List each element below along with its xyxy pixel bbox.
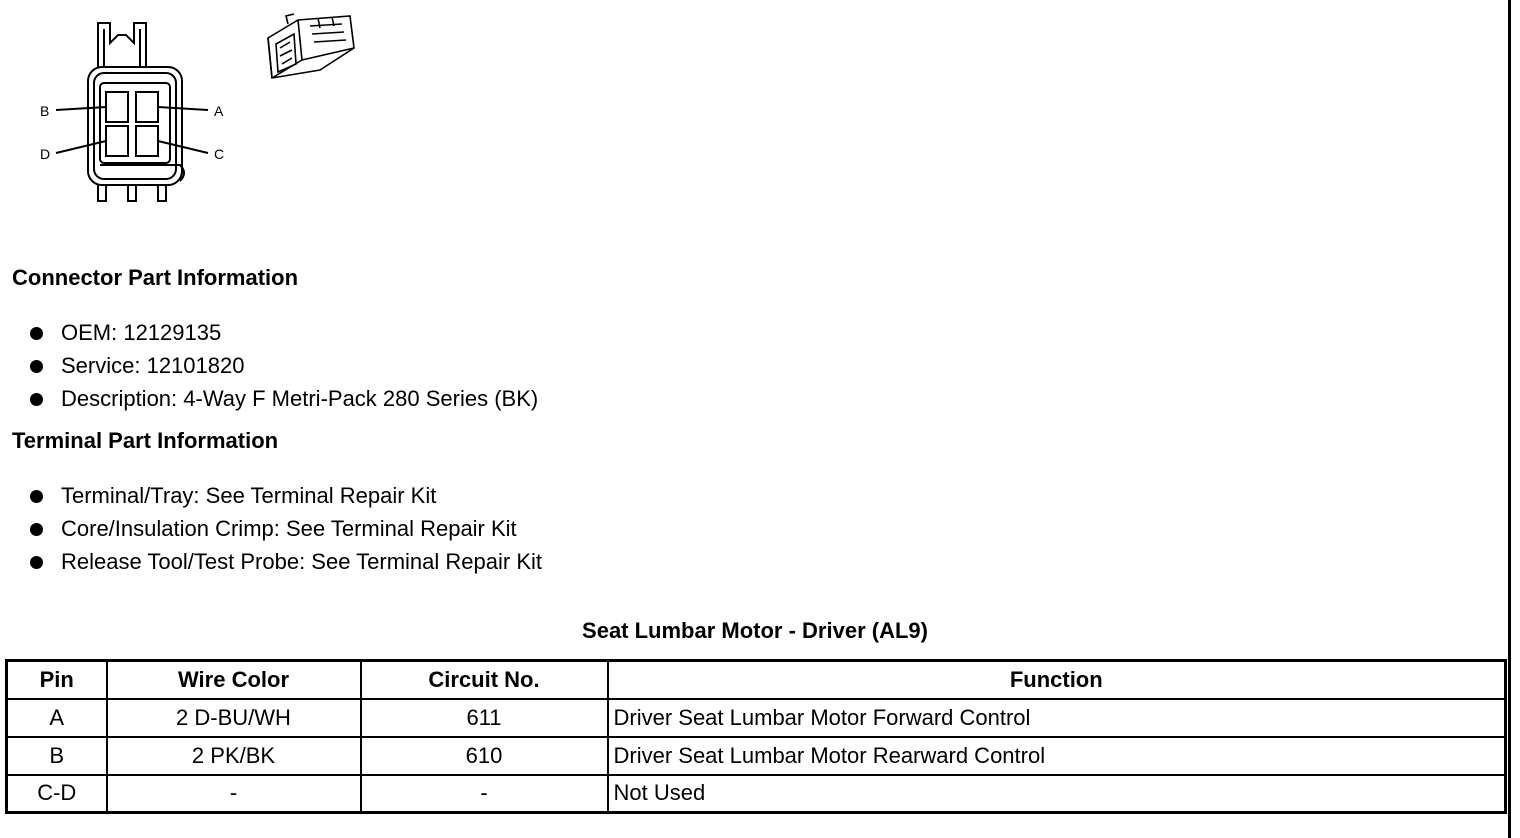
pin-label-d: D: [40, 146, 51, 162]
cell-function: Driver Seat Lumbar Motor Rearward Control: [608, 737, 1506, 775]
list-item: Core/Insulation Crimp: See Terminal Repair Kit: [28, 516, 542, 549]
table-header-row: [7, 661, 1506, 699]
table-row: [7, 775, 1506, 813]
list-item: Description: 4-Way F Metri-Pack 280 Series (BK): [28, 386, 538, 419]
cell-circuit-no: 610: [361, 737, 608, 775]
cell-pin: C-D: [7, 775, 107, 813]
terminal-part-info-heading: Terminal Part Information: [12, 428, 279, 453]
pin-label-c: C: [214, 146, 225, 162]
table-row: [7, 699, 1506, 737]
list-item: Release Tool/Test Probe: See Terminal Repair Kit: [28, 549, 542, 582]
connector-face-diagram: [30, 15, 250, 210]
bullet-icon: [30, 490, 43, 503]
list-item: Service: 12101820: [28, 353, 538, 386]
page-border: [1508, 0, 1511, 838]
bullet-icon: [30, 327, 43, 340]
pin-label-a: A: [214, 103, 224, 119]
connector-part-info-list: [28, 320, 538, 419]
cell-wire-color: 2 D-BU/WH: [107, 699, 361, 737]
bullet-icon: [30, 556, 43, 569]
cell-function: Driver Seat Lumbar Motor Forward Control: [608, 699, 1506, 737]
table-row: [7, 737, 1506, 775]
column-header-pin: Pin: [7, 661, 107, 699]
pin-label-b: B: [40, 103, 50, 119]
cell-wire-color: 2 PK/BK: [107, 737, 361, 775]
pin-table: [5, 659, 1507, 814]
cell-pin: A: [7, 699, 107, 737]
list-item: OEM: 12129135: [28, 320, 538, 353]
column-header-circuit-no: Circuit No.: [361, 661, 608, 699]
bullet-icon: [30, 393, 43, 406]
table-title: Seat Lumbar Motor - Driver (AL9): [582, 618, 928, 643]
cell-wire-color: -: [107, 775, 361, 813]
connector-isometric-image: [258, 8, 358, 88]
column-header-wire-color: Wire Color: [107, 661, 361, 699]
bullet-icon: [30, 360, 43, 373]
bullet-icon: [30, 523, 43, 536]
cell-circuit-no: -: [361, 775, 608, 813]
list-item: Terminal/Tray: See Terminal Repair Kit: [28, 483, 542, 516]
connector-part-info-heading: Connector Part Information: [12, 265, 299, 290]
cell-circuit-no: 611: [361, 699, 608, 737]
cell-function: Not Used: [608, 775, 1506, 813]
column-header-function: Function: [608, 661, 1506, 699]
terminal-part-info-list: [28, 483, 542, 582]
cell-pin: B: [7, 737, 107, 775]
